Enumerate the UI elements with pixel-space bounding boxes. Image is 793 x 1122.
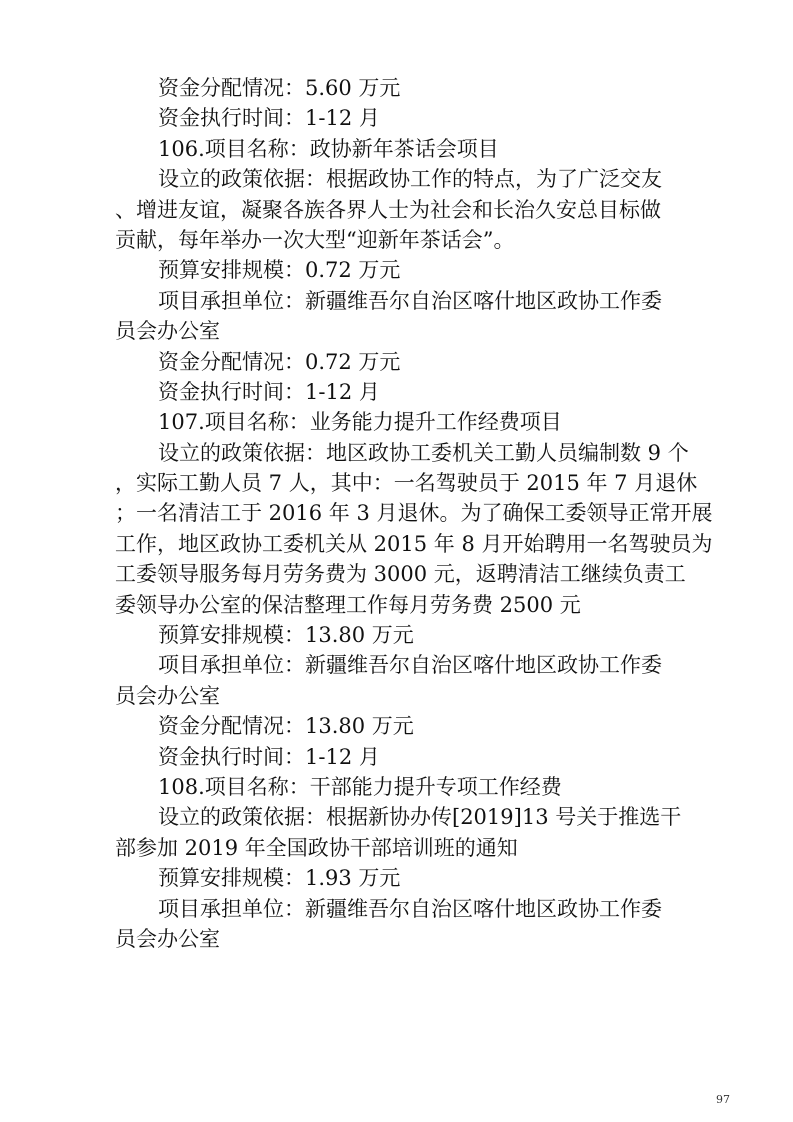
text-line: 107.项目名称：业务能力提升工作经费项目 (158, 410, 562, 435)
text-line: 员会办公室 (115, 926, 220, 951)
text-line: 员会办公室 (115, 319, 220, 344)
text-line: 108.项目名称：干部能力提升专项工作经费 (158, 774, 562, 799)
text-line: 工委领导服务每月劳务费为 3000 元，返聘清洁工继续负责工 (115, 562, 686, 587)
text-line: 106.项目名称：政协新年茶话会项目 (158, 136, 499, 161)
text-line: 资金分配情况：13.80 万元 (158, 714, 414, 739)
text-line: ，实际工勤人员 7 人，其中：一名驾驶员于 2015 年 7 月退休 (115, 471, 698, 496)
document-body (115, 73, 713, 954)
text-line: 项目承担单位：新疆维吾尔自治区喀什地区政协工作委 (158, 288, 662, 313)
text-line: 项目承担单位：新疆维吾尔自治区喀什地区政协工作委 (158, 653, 662, 678)
text-line: 预算安排规模：13.80 万元 (158, 623, 414, 648)
text-line: 设立的政策依据：根据政协工作的特点，为了广泛交友 (158, 167, 662, 192)
text-line: 设立的政策依据：根据新协办传[2019]13 号关于推选干 (158, 805, 682, 830)
text-line: 资金执行时间：1-12 月 (158, 106, 380, 131)
text-line: 设立的政策依据：地区政协工委机关工勤人员编制数 9 个 (158, 440, 689, 465)
text-line: 委领导办公室的保洁整理工作每月劳务费 2500 元 (115, 592, 581, 617)
text-line: 、增进友谊，凝聚各族各界人士为社会和长治久安总目标做 (115, 197, 661, 222)
text-line: 资金执行时间：1-12 月 (158, 744, 380, 769)
text-line: 资金分配情况：5.60 万元 (158, 76, 401, 100)
text-line: ；一名清洁工于 2016 年 3 月退休。为了确保工委领导正常开展 (115, 501, 713, 526)
text-line: 预算安排规模：0.72 万元 (158, 258, 401, 283)
text-line: 项目承担单位：新疆维吾尔自治区喀什地区政协工作委 (158, 896, 662, 921)
text-line: 资金分配情况：0.72 万元 (158, 349, 401, 374)
text-line: 部参加 2019 年全国政协干部培训班的通知 (115, 835, 518, 860)
text-line: 工作，地区政协工委机关从 2015 年 8 月开始聘用一名驾驶员为 (115, 531, 713, 556)
text-line: 资金执行时间：1-12 月 (158, 379, 380, 404)
page-number: 97 (716, 1093, 730, 1106)
text-line: 贡献，每年举办一次大型“迎新年茶话会”。 (115, 227, 515, 252)
text-line: 员会办公室 (115, 683, 220, 708)
text-line: 预算安排规模：1.93 万元 (158, 866, 401, 891)
